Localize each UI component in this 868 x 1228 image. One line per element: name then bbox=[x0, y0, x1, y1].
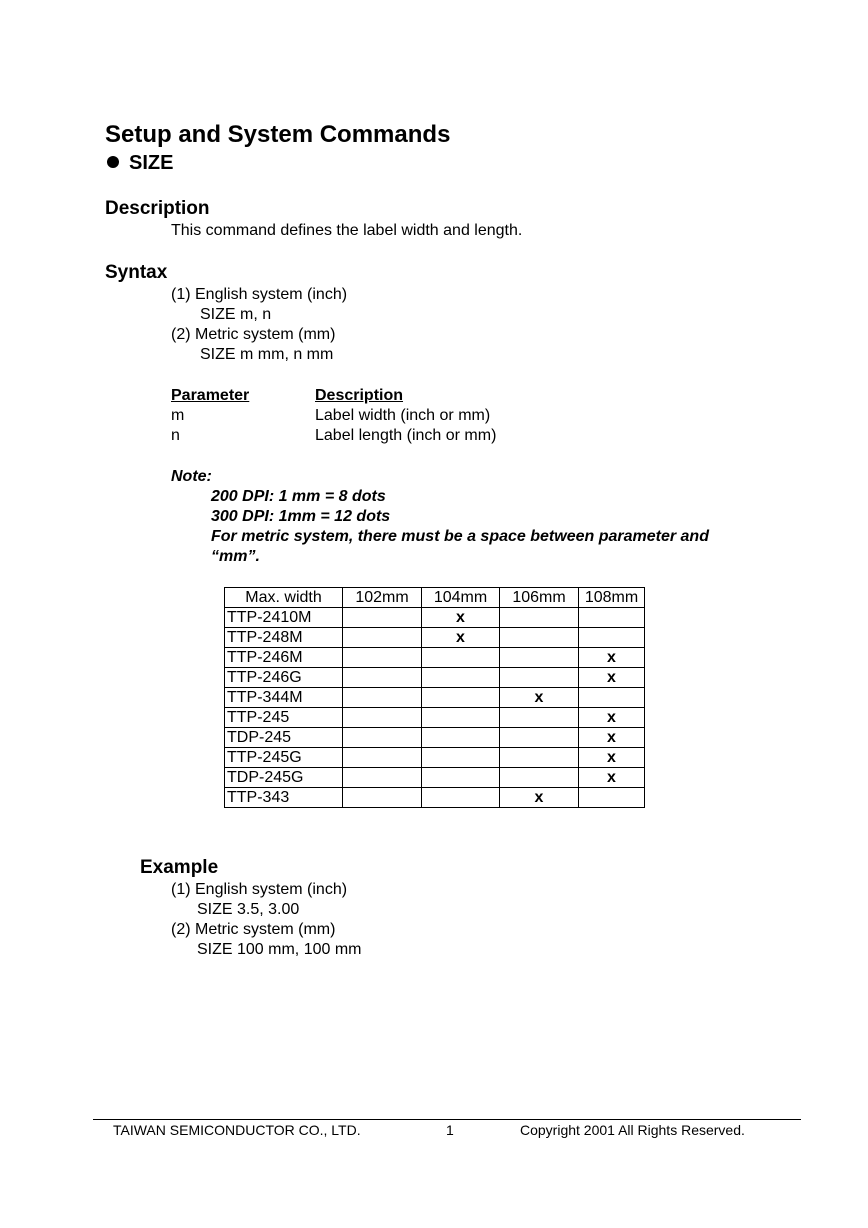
table-row bbox=[225, 648, 645, 668]
note-line: For metric system, there must be a space between parameter and bbox=[211, 528, 709, 545]
table-header-row bbox=[225, 588, 645, 608]
model-cell: TTP-2410M bbox=[225, 608, 343, 628]
mark-cell bbox=[343, 728, 422, 748]
mark-cell bbox=[343, 608, 422, 628]
mark-cell: x bbox=[579, 768, 645, 788]
note-line: 200 DPI: 1 mm = 8 dots bbox=[211, 488, 386, 505]
mark-cell bbox=[422, 648, 500, 668]
mark-cell: x bbox=[500, 688, 579, 708]
mark-cell bbox=[422, 708, 500, 728]
mark-cell bbox=[579, 688, 645, 708]
mark-cell bbox=[422, 728, 500, 748]
mark-cell bbox=[422, 768, 500, 788]
note-line: 300 DPI: 1mm = 12 dots bbox=[211, 508, 391, 525]
param-name: m bbox=[171, 407, 185, 424]
model-cell: TTP-343 bbox=[225, 788, 343, 808]
mark-cell bbox=[343, 628, 422, 648]
note-label: Note: bbox=[171, 468, 212, 485]
footer-company: TAIWAN SEMICONDUCTOR CO., LTD. bbox=[113, 1122, 361, 1138]
param-desc: Label length (inch or mm) bbox=[315, 427, 497, 444]
mark-cell bbox=[343, 788, 422, 808]
model-cell: TTP-246M bbox=[225, 648, 343, 668]
table-header-cell: 108mm bbox=[579, 588, 645, 608]
mark-cell bbox=[500, 628, 579, 648]
table-row bbox=[225, 708, 645, 728]
model-cell: TTP-248M bbox=[225, 628, 343, 648]
mark-cell bbox=[343, 708, 422, 728]
mark-cell bbox=[422, 788, 500, 808]
max-width-table bbox=[224, 587, 645, 808]
mark-cell bbox=[500, 748, 579, 768]
mark-cell bbox=[500, 728, 579, 748]
example-line: SIZE 100 mm, 100 mm bbox=[197, 941, 362, 958]
syntax-line: SIZE m mm, n mm bbox=[200, 346, 334, 363]
table-row bbox=[225, 628, 645, 648]
mark-cell bbox=[500, 608, 579, 628]
syntax-heading: Syntax bbox=[105, 262, 168, 283]
model-cell: TTP-245 bbox=[225, 708, 343, 728]
mark-cell bbox=[579, 608, 645, 628]
param-name: n bbox=[171, 427, 180, 444]
mark-cell: x bbox=[579, 748, 645, 768]
mark-cell: x bbox=[579, 648, 645, 668]
example-line: SIZE 3.5, 3.00 bbox=[197, 901, 300, 918]
syntax-line: SIZE m, n bbox=[200, 306, 272, 323]
param-desc: Label width (inch or mm) bbox=[315, 407, 491, 424]
table-row bbox=[225, 748, 645, 768]
mark-cell bbox=[343, 648, 422, 668]
syntax-line: (1) English system (inch) bbox=[171, 286, 348, 303]
table-header-cell: 104mm bbox=[422, 588, 500, 608]
param-header: Parameter bbox=[171, 387, 250, 404]
example-heading: Example bbox=[140, 857, 219, 878]
table-row bbox=[225, 608, 645, 628]
mark-cell bbox=[343, 768, 422, 788]
model-cell: TTP-246G bbox=[225, 668, 343, 688]
mark-cell: x bbox=[422, 628, 500, 648]
mark-cell: x bbox=[579, 708, 645, 728]
mark-cell bbox=[579, 628, 645, 648]
table-header-cell: Max. width bbox=[225, 588, 343, 608]
table-row bbox=[225, 728, 645, 748]
table-row bbox=[225, 768, 645, 788]
model-cell: TDP-245 bbox=[225, 728, 343, 748]
mark-cell bbox=[500, 708, 579, 728]
bullet-icon bbox=[107, 156, 119, 168]
description-text: This command defines the label width and length. bbox=[171, 222, 523, 239]
footer-divider bbox=[93, 1119, 801, 1120]
mark-cell bbox=[343, 748, 422, 768]
mark-cell bbox=[579, 788, 645, 808]
description-heading: Description bbox=[105, 198, 210, 219]
command-name: SIZE bbox=[129, 152, 174, 174]
footer-page-number: 1 bbox=[446, 1122, 454, 1138]
model-cell: TDP-245G bbox=[225, 768, 343, 788]
mark-cell bbox=[343, 688, 422, 708]
param-desc-header: Description bbox=[315, 387, 404, 404]
table-row bbox=[225, 788, 645, 808]
mark-cell: x bbox=[500, 788, 579, 808]
syntax-line: (2) Metric system (mm) bbox=[171, 326, 336, 343]
model-cell: TTP-344M bbox=[225, 688, 343, 708]
footer-copyright: Copyright 2001 All Rights Reserved. bbox=[520, 1122, 745, 1138]
model-cell: TTP-245G bbox=[225, 748, 343, 768]
table-header-cell: 102mm bbox=[343, 588, 422, 608]
mark-cell bbox=[422, 668, 500, 688]
mark-cell bbox=[343, 668, 422, 688]
mark-cell bbox=[500, 768, 579, 788]
table-row bbox=[225, 668, 645, 688]
command-heading bbox=[107, 152, 173, 175]
example-line: (2) Metric system (mm) bbox=[171, 921, 336, 938]
page-title: Setup and System Commands bbox=[105, 121, 451, 148]
mark-cell bbox=[500, 668, 579, 688]
table-header-cell: 106mm bbox=[500, 588, 579, 608]
mark-cell: x bbox=[579, 668, 645, 688]
mark-cell bbox=[500, 648, 579, 668]
table-row bbox=[225, 688, 645, 708]
mark-cell bbox=[422, 688, 500, 708]
example-line: (1) English system (inch) bbox=[171, 881, 348, 898]
mark-cell: x bbox=[422, 608, 500, 628]
mark-cell: x bbox=[579, 728, 645, 748]
note-line: “mm”. bbox=[211, 548, 260, 565]
mark-cell bbox=[422, 748, 500, 768]
